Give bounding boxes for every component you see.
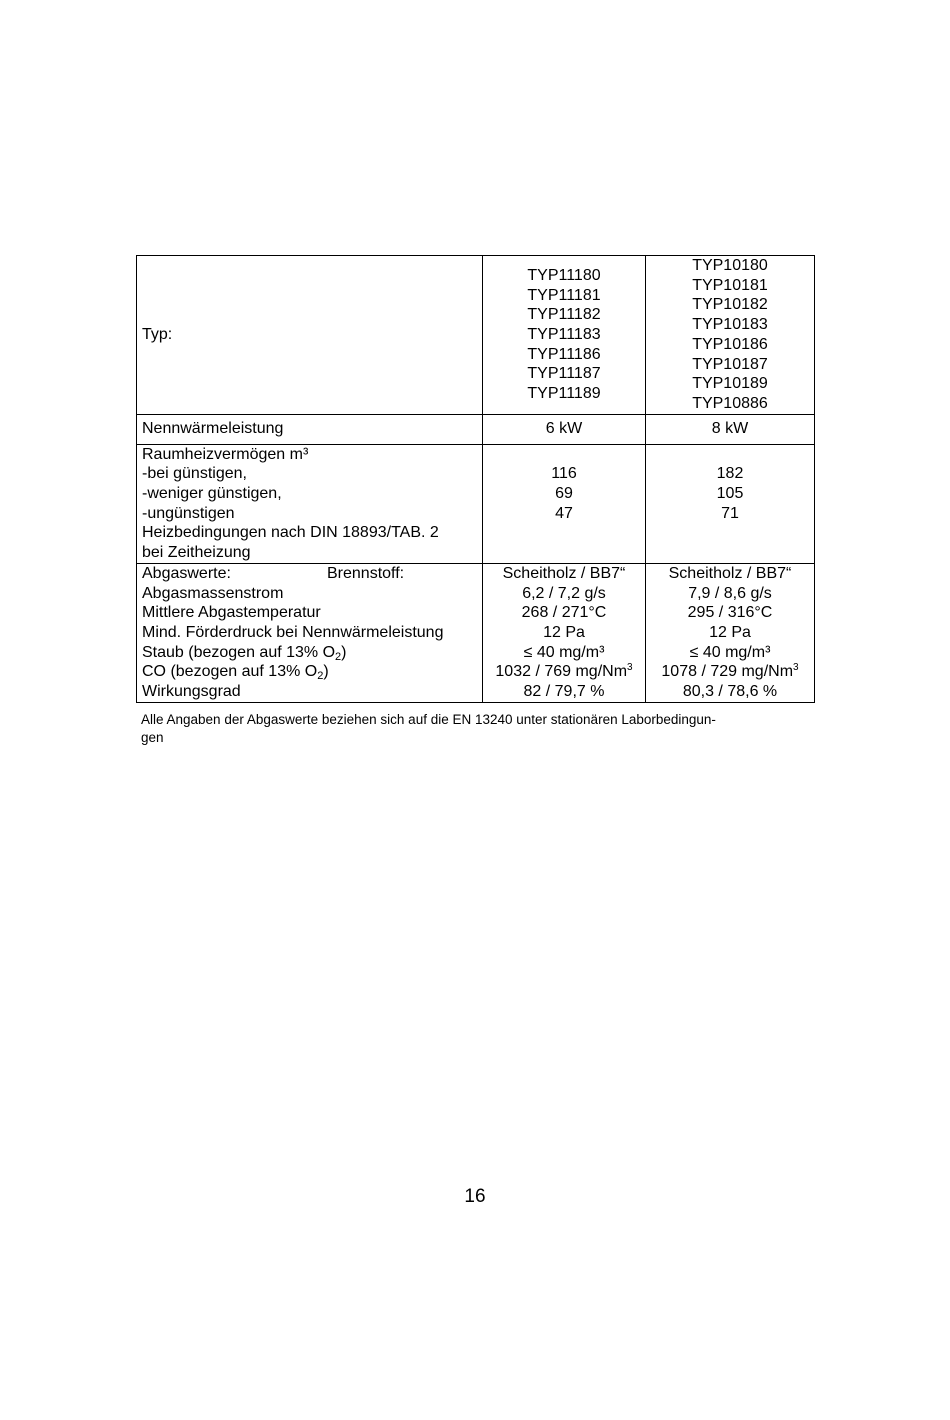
abgas-value: 12 Pa: [543, 623, 585, 641]
co-value: 1078 / 729 mg/Nm$^3$: [661, 662, 799, 681]
typ-model: TYP10182: [692, 296, 768, 314]
raum-note: Heizbedingungen nach DIN 18893/TAB. 2: [142, 524, 439, 542]
typ-model: TYP10187: [692, 355, 768, 373]
raum-value: 182: [716, 465, 744, 483]
typ-model: TYP11181: [527, 286, 601, 304]
raum-value: 116: [551, 465, 577, 483]
footnote: [141, 711, 809, 747]
typ-label: Typ:: [137, 256, 483, 415]
raum-condition: -weniger günstigen,: [142, 485, 282, 503]
abgas-value: 268 / 271°C: [521, 604, 607, 622]
raumheizvermoegen-row: [137, 444, 815, 563]
raum-value: 69: [555, 485, 573, 503]
abgas-label-cell: [137, 563, 483, 702]
raum-value: 47: [555, 504, 573, 522]
abgas-value: ≤ 40 mg/m³: [523, 643, 605, 661]
raum-col1: [483, 444, 646, 563]
abgas-param: Abgasmassenstrom: [142, 584, 284, 602]
nennwaermeleistung-row: [137, 414, 815, 444]
typ-model: TYP10181: [692, 276, 768, 294]
abgas-param: Mittlere Abgastemperatur: [142, 604, 321, 622]
raum-condition: -ungünstigen: [142, 504, 235, 522]
raum-condition: -bei günstigen,: [142, 465, 247, 483]
abgas-value: 295 / 316°C: [687, 604, 773, 622]
wirkungsgrad-value: 82 / 79,7 %: [523, 683, 605, 701]
abgas-label: Abgaswerte:: [142, 564, 231, 582]
typ-model: TYP10180: [692, 257, 768, 274]
typ-col1: [483, 256, 646, 415]
abgas-col1: [483, 563, 646, 702]
typ-model: TYP10183: [692, 316, 768, 334]
nenn-col1: 6 kW: [483, 414, 646, 444]
staub-label: Staub (bezogen auf 13% $O_2$): [142, 643, 347, 663]
raum-value: 71: [721, 504, 739, 522]
typ-model: TYP11183: [527, 325, 601, 343]
wirkungsgrad-label: Wirkungsgrad: [142, 683, 241, 701]
nenn-col2: 8 kW: [646, 414, 815, 444]
page-number: 16: [464, 1186, 486, 1207]
typ-row: [137, 256, 815, 415]
nenn-label: Nennwärmeleistung: [137, 414, 483, 444]
typ-model: TYP10189: [692, 375, 768, 393]
typ-model: TYP11180: [527, 266, 601, 284]
raum-title: Raumheizvermögen m³: [142, 445, 309, 463]
abgas-param: Mind. Förderdruck bei Nennwärmeleistung: [142, 623, 444, 641]
raum-label-cell: [137, 444, 483, 563]
fuel-value: Scheitholz / BB7“: [502, 564, 626, 582]
raum-col2: [646, 444, 815, 563]
abgas-value: 12 Pa: [709, 623, 751, 641]
abgas-value: ≤ 40 mg/m³: [689, 643, 771, 661]
typ-col2: [646, 256, 815, 415]
typ-model: TYP11186: [527, 345, 601, 363]
footnote-line: gen: [141, 730, 164, 745]
technical-data-table: [136, 255, 815, 703]
brennstoff-label: Brennstoff:: [327, 564, 405, 582]
raum-value: 105: [716, 485, 744, 503]
co-label: CO (bezogen auf 13% $O_2$): [142, 663, 329, 683]
typ-model: TYP10886: [692, 394, 768, 412]
abgas-col2: [646, 563, 815, 702]
typ-model: TYP11182: [527, 306, 601, 324]
footnote-line: Alle Angaben der Abgaswerte beziehen sich auf die EN 13240 unter stationären Laborbedingun-: [141, 712, 716, 727]
typ-model: TYP11189: [527, 385, 601, 403]
raum-note: bei Zeitheizung: [142, 544, 251, 562]
typ-model: TYP11187: [527, 365, 601, 383]
co-value: 1032 / 769 mg/Nm$^3$: [495, 662, 633, 681]
wirkungsgrad-value: 80,3 / 78,6 %: [682, 683, 778, 701]
fuel-value: Scheitholz / BB7“: [668, 564, 792, 582]
typ-model: TYP10186: [692, 335, 768, 353]
abgaswerte-row: [137, 563, 815, 702]
abgas-value: 6,2 / 7,2 g/s: [522, 584, 606, 602]
abgas-value: 7,9 / 8,6 g/s: [688, 584, 772, 602]
